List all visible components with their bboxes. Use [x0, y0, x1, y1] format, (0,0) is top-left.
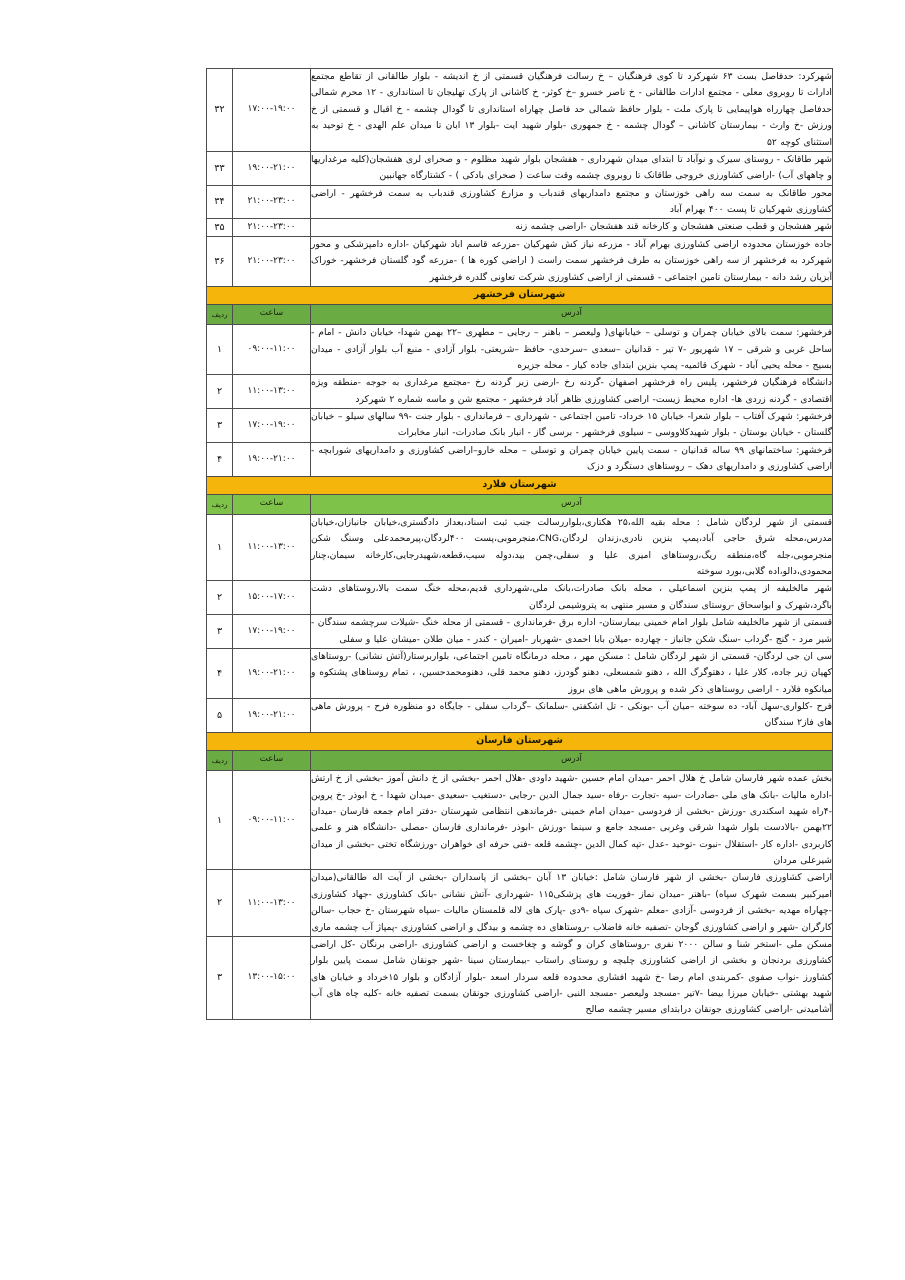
cell-row-number: ۳ — [207, 615, 233, 649]
cell-time: ۱۱:۰۰-۱۳:۰۰ — [233, 375, 311, 409]
cell-row-number: ۳۴ — [207, 185, 233, 219]
cell-address: اراضی کشاورزی فارسان -بخشی از شهر فارسان شامل :خیابان ۱۳ آبان -بخشی از پاسداران -بخشی از آیت اله طالقانی(میدان امیرکبیر بسمت شهرک سپاه) -باهنر -میدان نماز -فوریت های پزشکی۱۱۵ -شهرداری -آتش نشانی -بانک کشاورزی -جهاد کشاورزی -چهاراه مهدیه -بخشی از فردوسی -آزادی -معلم -شهرک سپاه -۹دی -پارک های لاله قلمستان مالیات -سپاه شهرستان -خ حجاب -سالن کارگران -شهر و اراضی کشاورزی گوجان -تصفیه خانه فاضلاب -روستاهای ده چشمه و بیدگل و اراضی کشاورزی -پمپاژ آب چشمه ماری — [311, 870, 833, 937]
cell-address: فرخشهر: سمت بالای خیابان چمران و توسلی – خیابانهای( ولیعصر – باهنر – رجایی – مطهری –۲۲ بهمن شهدا- خیابان دانش - امام - ساحل غربی و شرقی – ۱۷ شهریور -۷ تیر - قدانیان –سعدی –سرحدی- حافظ –شریعتی- بلوار آزادی - منبع آب بلوار آزادی - میدان بسیج - محله یحیی آباد - شهرک قائمیه- پمپ بنزین ابتدای جاده کیار - محله جزیره — [311, 325, 833, 375]
column-header-address: آدرس — [311, 305, 833, 325]
column-header-row-number: ردیف — [207, 495, 233, 515]
table-row — [207, 151, 833, 185]
county-banner-row — [207, 286, 833, 304]
cell-address: قسمتی از شهر مالخلیفه شامل بلوار امام خمینی بیمارستان- اداره برق -فرمانداری - قسمتی از محله خنگ -شیلات سرچشمه سندگان - شیر مرد - گنج -گرداب -سنگ شکن جانباز - چهارده -میلان بابا احمدی -شهربار -امیران - کندر - میان طلان -میشان علیا و سفلی — [311, 615, 833, 649]
cell-time: ۱۱:۰۰-۱۳:۰۰ — [233, 870, 311, 937]
column-header-row-number: ردیف — [207, 751, 233, 771]
cell-time: ۱۱:۰۰-۱۳:۰۰ — [233, 514, 311, 581]
county-banner-row — [207, 476, 833, 494]
cell-time: ۰۹:۰۰-۱۱:۰۰ — [233, 325, 311, 375]
cell-row-number: ۲ — [207, 375, 233, 409]
cell-address: جاده خوزستان محدوده اراضی کشاورزی بهرام آباد - مزرعه نیاز کش شهرکیان -مزرعه قاسم اباد شهرکیان -اداره دامپزشکی و محور شهرکرد به فرخشهر از سه راهی خوزستان به طرف فرخشهر سمت راست ( اراضی کوره ها ) -مزرعه گود گلستان فرخشهر- خوراک آبزیان رشد دانه - بیمارستان تامین اجتماعی - قسمتی از اراضی کشاورزی شرکت تعاونی گلدره فرخشهر — [311, 236, 833, 286]
county-name: شهرستان فرخشهر — [207, 286, 833, 304]
cell-address: مسکن ملی -استخر شنا و سالن ۲۰۰۰ نفری -روستاهای کران و گوشه و چغاخست و اراضی کشاورزی -اراضی برنگان -کل اراضی کشاورزی بردنجان و بخشی از اراضی کشاورزی چلیچه و روستای راستاب -بیمارستان سینا -شهر جونقان شامل سمت پایین بلوار کشاورز -نواب صفوی -کمربندی امام رضا -خ شهید افشاری محدوده قلعه سردار اسعد -بلوار آزادگان و بلوار ۱۵خرداد و خیابان های شهید بهشتی -خیابان میرزا بیضا -۷تیر -مسجد ولیعصر -مسجد النبی -اراضی کشاورزی جونقان بسمت تصفیه خانه -کلیه چاه های آب آشامیدنی -اراضی کشاورزی جونقان درابتدای مسیر چشمه صالح — [311, 936, 833, 1019]
cell-time: ۱۷:۰۰-۱۹:۰۰ — [233, 69, 311, 152]
table-row — [207, 236, 833, 286]
column-header-time: ساعت — [233, 751, 311, 771]
table-row — [207, 870, 833, 937]
cell-row-number: ۲ — [207, 870, 233, 937]
outage-schedule-table — [206, 68, 833, 1020]
cell-time: ۱۷:۰۰-۱۹:۰۰ — [233, 409, 311, 443]
table-row — [207, 69, 833, 152]
outage-schedule-table-wrapper — [207, 68, 833, 1020]
cell-time: ۰۹:۰۰-۱۱:۰۰ — [233, 771, 311, 870]
county-name: شهرستان فارسان — [207, 732, 833, 750]
cell-row-number: ۵ — [207, 699, 233, 733]
cell-time: ۲۱:۰۰-۲۳:۰۰ — [233, 219, 311, 236]
cell-address: شهر مالخلیفه از پمپ بنزین اسماعیلی ، محله بانک صادرات،بانک ملی،شهرداری قدیم،محله خنگ سمت بالا،روستاهای دشت باگرد،شهرک و ابواسحاق -روستای سندگان و مسیر منتهی به پتروشیمی لردگان — [311, 581, 833, 615]
column-header-time: ساعت — [233, 305, 311, 325]
cell-time: ۱۵:۰۰-۱۷:۰۰ — [233, 581, 311, 615]
cell-time: ۱۷:۰۰-۱۹:۰۰ — [233, 615, 311, 649]
cell-address: بخش عمده شهر فارسان شامل خ هلال احمر -میدان امام حسین -شهید داودی -هلال احمر -بخشی از خ دانش آموز -بخشی از خ ارتش -اداره مالیات -بانک های ملی -صادرات -سپه -تجارت -رفاه -سید جمال الدین -رجایی -دستغیب -سعیدی -میدان شهدا - خ ابوذر -خ پروین -۴راه شهید اسکندری -ورزش -بخشی از فردوسی -میدان امام خمینی -فرماندهی انتظامی شهرستان -دفتر امام جمعه فارسان -میدان ۲۲بهمن -بالادست بلوار شهدا شرقی وغربی -مسجد جامع و سینما -ورزش -ابوذر -فرمانداری فارسان -مصلی -دانشگاه هنر و علمی کاربردی -اداره کار -استقلال -نبوت -توحید -عدل -تپه کمال الدین -چشمه قلعه -فنی حرفه ای خواهران -ورزشگاه تختی -بخشی از میدان شیرعلی مردان — [311, 771, 833, 870]
cell-address: فرخشهر: ساختمانهای ۹۹ ساله قدانیان - سمت پایین خیابان چمران و توسلی – محله خارو–اراضی کشاورزی و دامداریهای شورابچه - اراضی کشاورزی و دامداریهای دهک – روستاهای دستگرد و دزک — [311, 442, 833, 476]
county-banner-row — [207, 732, 833, 750]
cell-row-number: ۱ — [207, 325, 233, 375]
cell-address: فرخشهر: شهرک آفتاب – بلوار شعرا- خیابان ۱۵ خرداد- تامین اجتماعی - شهرداری – فرمانداری - بلوار جنت -۹۹ سالهای سیلو – خیابان گلستان - خیابان بوستان - بلوار شهیدکلاووسی – سیلوی فرخشهر - برسی گاز - انبار بانک صادرات- انبار مخابرات — [311, 409, 833, 443]
table-row — [207, 615, 833, 649]
cell-address: شهرکرد: حدفاصل بست ۶۳ شهرکرد تا کوی فرهنگیان – خ رسالت فرهنگیان قسمتی از خ اندیشه - بلوار طالقانی از تقاطع مجتمع ادارات تا روبروی معلی - مجتمع ادارات طالقانی - خ ناصر خسرو –خ کوثر- خ کاشانی از پارک تهلیجان تا استانداری - ۱۲ محرم شمالی حدفاصل چهارراه هواپیمایی تا پارک ملت - بلوار حافظ شمالی حد فاصل چهاراه استانداری تا گودال چشمه - خ اقبال و قسمتی از خ ورزش -خ وارث - بیمارستان کاشانی – گودال چشمه - خ جمهوری -بلوار شهید ایت -بلوار ۱۳ ابان تا میدان علم الهدی - خ توحید به استثنای کوچه ۵۲ — [311, 69, 833, 152]
cell-time: ۲۱:۰۰-۲۳:۰۰ — [233, 236, 311, 286]
column-header-row-number: ردیف — [207, 305, 233, 325]
column-header-row — [207, 495, 833, 515]
cell-address: دانشگاه فرهنگیان فرخشهر، پلیس راه فرخشهر اصفهان -گردنه رخ -ارضی زبر گردنه رخ -مجتمع مرغداری به جوجه -منطقه ویژه اقتصادی - گردنه زردی ها- اداره محیط زیست- اراضی کشاورزی ظاهر آباد فرخشهر - مجتمع شن و ماسه شماره ۲ شهرکرد — [311, 375, 833, 409]
column-header-time: ساعت — [233, 495, 311, 515]
table-row — [207, 936, 833, 1019]
cell-time: ۱۹:۰۰-۲۱:۰۰ — [233, 648, 311, 698]
cell-row-number: ۳ — [207, 936, 233, 1019]
cell-row-number: ۳۳ — [207, 151, 233, 185]
county-name: شهرستان فلارد — [207, 476, 833, 494]
cell-time: ۱۹:۰۰-۲۱:۰۰ — [233, 699, 311, 733]
column-header-row — [207, 751, 833, 771]
table-row — [207, 409, 833, 443]
cell-row-number: ۳ — [207, 409, 233, 443]
column-header-row — [207, 305, 833, 325]
cell-row-number: ۱ — [207, 514, 233, 581]
table-row — [207, 442, 833, 476]
cell-address: شهر هفشجان و قطب صنعتی هفشجان و کارخانه قند هفشجان -اراضی چشمه زنه — [311, 219, 833, 236]
table-row — [207, 771, 833, 870]
column-header-address: آدرس — [311, 495, 833, 515]
table-row — [207, 514, 833, 581]
cell-address: محور طاقانک به سمت سه راهی خوزستان و مجتمع دامداریهای قندباب و مزارع کشاورزی قندباب به سمت فرخشهر - اراضی کشاورزی شهرکیان تا پست ۴۰۰ بهرام آباد — [311, 185, 833, 219]
cell-row-number: ۲ — [207, 581, 233, 615]
table-row — [207, 325, 833, 375]
cell-row-number: ۴ — [207, 442, 233, 476]
table-row — [207, 219, 833, 236]
cell-time: ۱۹:۰۰-۲۱:۰۰ — [233, 151, 311, 185]
cell-row-number: ۱ — [207, 771, 233, 870]
cell-row-number: ۳۵ — [207, 219, 233, 236]
cell-time: ۱۹:۰۰-۲۱:۰۰ — [233, 442, 311, 476]
cell-address: قسمتی از شهر لردگان شامل : محله بقیه الله،۲۵ هکتاری،بلواررسالت جنب ثبت اسناد،بعداز دادگستری،خیابان جانبازان،خیابان مدرس،محله شرق حاجی آباد،پمپ بنزین نادری،زندان لردگان،CNG،منجرموبی،پست ۴۰۰لردگان،پیرمحمدعلی وسنگ شکن منجرموبی،جله گاه،منطقه ریگ،روستاهای امیری علیا و سفلی،چمن بید،دوله سیب،قطعه،شهیدرجایی،کارخانه سیمان،چنار محمودی،دالو،اده گلابی،بورد سوخته — [311, 514, 833, 581]
table-row — [207, 375, 833, 409]
cell-address: سی ان جی لردگان- قسمتی از شهر لردگان شامل : مسکن مهر ، محله درمانگاه تامین اجتماعی، بلواربرستار(آتش نشانی) -روستاهای کهپان زیر جاده، کلار علیا ، دهتوگرگ الله ، دهنو شمسعلی، دهنو گودرز، دهنو محمد قلی، دهنومحمدحسین، ، تمام روستاهای پشتکوه و میانکوه فلارد - اراضی روستاهای ذکر شده و پرورش ماهی های بروز — [311, 648, 833, 698]
table-row — [207, 699, 833, 733]
cell-address: فرح -کلواری-سهل آباد- ده سوخته –میان آب -بونکی - تل اشکفتی -سلمانک –گرداب سفلی - جایگاه دو منظوره فرح - پرورش ماهی های فاز۲ سندگان — [311, 699, 833, 733]
cell-time: ۲۱:۰۰-۲۳:۰۰ — [233, 185, 311, 219]
table-row — [207, 185, 833, 219]
table-row — [207, 648, 833, 698]
cell-time: ۱۳:۰۰-۱۵:۰۰ — [233, 936, 311, 1019]
cell-row-number: ۴ — [207, 648, 233, 698]
cell-address: شهر طاقانک - روستای سیرک و نوآباد تا ابتدای میدان شهرداری - هفشجان بلوار شهید مظلوم - و صحرای لری هفشجان(کلیه مرغداریها و چاههای آب) -اراضی کشاورزی خروجی طاقانک تا روبروی چشمه وقت ساعت ( صحرای بادکی ) - کشتارگاه جهانبین — [311, 151, 833, 185]
cell-row-number: ۳۲ — [207, 69, 233, 152]
column-header-address: آدرس — [311, 751, 833, 771]
cell-row-number: ۳۶ — [207, 236, 233, 286]
table-row — [207, 581, 833, 615]
